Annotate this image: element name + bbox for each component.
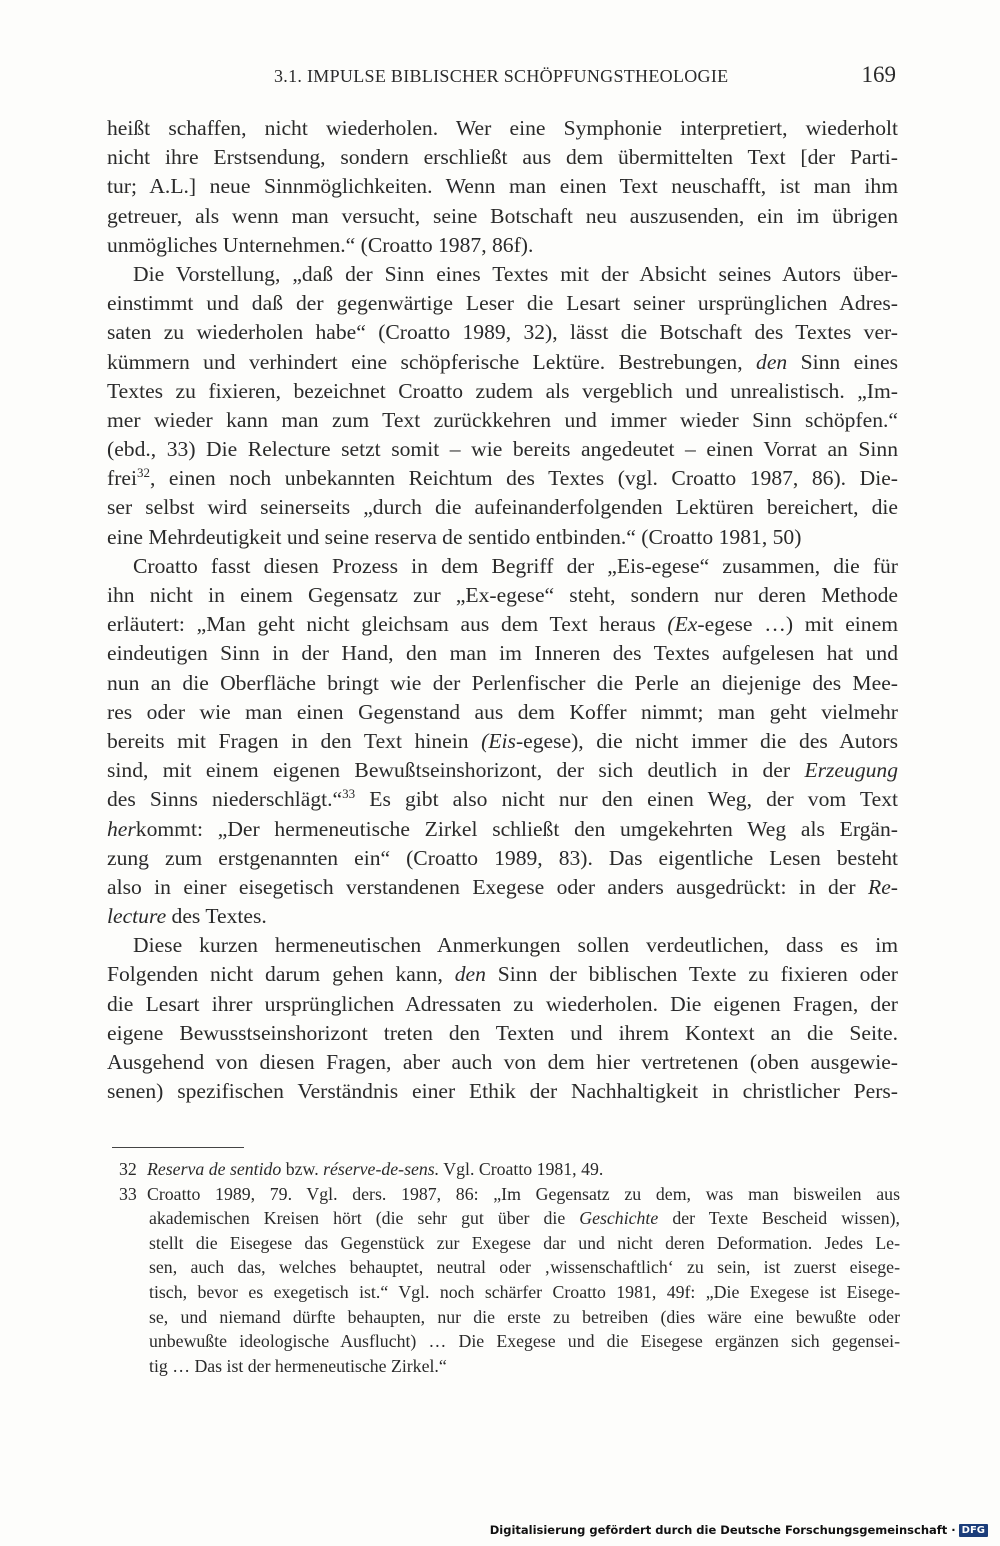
text-line: Textes zu fixieren, bezeichnet Croatto zudem als vergeblich und unrealistisch. „Im- <box>107 378 898 403</box>
page-number: 169 <box>861 62 896 87</box>
text-line: bereits mit Fragen in den Text hinein (Eis-egese), die nicht immer die des Autors <box>107 728 898 753</box>
paragraph-start-line: Croatto fasst diesen Prozess in dem Begriff der „Eis-egese“ zusammen, die für <box>133 553 898 578</box>
footnote-line: sen, auch das, welches behauptet, neutral oder ‚wissenschaftlich‘ zu sein, ist zuerst eisege- <box>149 1257 900 1278</box>
text-line: erläutert: „Man geht nicht gleichsam aus dem Text heraus (Ex-egese …) mit einem <box>107 612 898 637</box>
text-line: nicht ihre Erstsendung, sondern erschließt aus dem übermittelten Text [der Parti- <box>107 145 898 170</box>
emphasis: (Eis- <box>481 728 524 753</box>
emphasis: her <box>107 816 136 841</box>
emphasis: Erzeugung <box>804 758 898 783</box>
dfg-logo-icon: DFG <box>959 1524 988 1537</box>
text-line: nun an die Oberfläche bringt wie der Perlenfischer die Perle an diejenige des Mee- <box>107 670 898 695</box>
footnote-line: akademischen Kreisen hört (die sehr gut über die Geschichte der Texte Bescheid wissen), <box>149 1208 900 1229</box>
running-head <box>112 62 896 92</box>
text-line: die Lesart ihrer ursprünglichen Adressaten zu wiederholen. Die eigenen Fragen, der <box>107 991 898 1016</box>
text-line: tur; A.L.] neue Sinnmöglichkeiten. Wenn man einen Text neuschafft, ist man ihm <box>107 174 898 199</box>
paragraph-start-line: Diese kurzen hermeneutischen Anmerkungen sollen verdeutlichen, dass es im <box>133 933 898 958</box>
text-line: Folgenden nicht darum gehen kann, den Sinn der biblischen Texte zu fixieren oder <box>107 962 898 987</box>
footnote-ref-32: 32 <box>136 465 150 481</box>
emphasis: lecture <box>107 904 167 929</box>
footnote-line: unbewußte ideologische Ausflucht) … Die Exegese und die Eisegese ergänzen sich gegensei- <box>149 1331 900 1352</box>
footnote-32: 32 Reserva de sentido bzw. réserve-de-sens. Vgl. Croatto 1981, 49. <box>107 1157 900 1182</box>
text-line: also in einer eisegetisch verstandenen Exegese oder anders ausgedrückt: in der Re- <box>107 874 898 899</box>
text-line: herkommt: „Der hermeneutische Zirkel schließt den umgekehrten Weg als Ergän- <box>107 816 898 841</box>
emphasis: Re- <box>868 874 898 899</box>
footnote-number: 33 <box>119 1183 137 1204</box>
text-line: frei$^{32}$, einen noch unbekannten Reichtum des Textes (vgl. Croatto 1987, 86). Die- <box>107 465 898 491</box>
emphasis: (Ex- <box>667 612 705 637</box>
text-line: ser selbst wird seinerseits „durch die aufeinanderfolgenden Lektüren bereichert, die <box>107 495 898 520</box>
text-line: ihn nicht in einem Gegensatz zur „Ex-egese“ steht, sondern nur deren Methode <box>107 583 898 607</box>
running-title: 3.1. IMPULSE BIBLISCHER SCHÖPFUNGSTHEOLOGIE <box>274 66 729 86</box>
text-line: eigene Bewusstseinshorizont treten den Texten und ihrem Kontext an die Seite. <box>107 1020 898 1045</box>
text-line: unmögliches Unternehmen.“ (Croatto 1987, 86f). <box>107 232 534 257</box>
footnote-line: stellt die Eisegese das Gegenstück zur Exegese dar und nicht deren Deformation. Jedes Le- <box>149 1232 900 1253</box>
text-line: zung zum erstgenannten ein“ (Croatto 1989, 83). Das eigentliche Lesen besteht <box>107 845 898 870</box>
text-line: mer wieder kann man zum Text zurückkehren und immer wieder Sinn schöpfen.“ <box>107 407 898 432</box>
digitization-credit: Digitalisierung gefördert durch die Deutsche Forschungsgemeinschaft · DFG <box>490 1520 988 1540</box>
text-line: getreuer, als wenn man versucht, seine Botschaft neu auszusenden, ein im übrigen <box>107 203 898 228</box>
footnote-line: tisch, bevor es exegetisch ist.“ Vgl. noch schärfer Croatto 1981, 49f: „Die Exegese ist Eisege- <box>149 1281 900 1302</box>
text-line: Ausgehend von diesen Fragen, aber auch von dem hier vertretenen (oben ausgewie- <box>107 1050 898 1074</box>
footnote-ref-33: 33 <box>342 786 356 802</box>
body-text <box>107 114 898 1106</box>
paragraph-start-line: Die Vorstellung, „daß der Sinn eines Textes mit der Absicht seines Autors über- <box>133 261 898 286</box>
text-line: einstimmt und daß der gegenwärtige Leser die Lesart seiner ursprünglichen Adres- <box>107 291 898 316</box>
footnote-number: 32 <box>119 1159 137 1179</box>
text-line: res oder wie man einen Gegenstand aus dem Koffer nimmt; man geht vielmehr <box>107 699 898 724</box>
text-line: kümmern und verhindert eine schöpferische Lektüre. Bestrebungen, den Sinn eines <box>107 349 898 374</box>
emphasis: den <box>756 349 788 374</box>
text-line: (ebd., 33) Die Relecture setzt somit – wie bereits angedeutet – einen Vorrat an Sinn <box>107 437 898 462</box>
text-line: des Sinns niederschlägt.“$^{33}$ Es gibt also nicht nur den einen Weg, der vom Text <box>107 786 898 812</box>
text-line: saten zu wiederholen habe“ (Croatto 1989, 32), lässt die Botschaft des Textes ver- <box>107 320 898 345</box>
text-line: eindeutigen Sinn in der Hand, den man im Inneren des Textes aufgelesen hat und <box>107 641 898 666</box>
footnote-line: se, und niemand dürfte behaupten, nur die erste zu betreiben (dies wäre eine bewußte oder <box>149 1306 900 1327</box>
text-line: sind, mit einem eigenen Bewußtseinshorizont, der sich deutlich in der Erzeugung <box>107 758 898 783</box>
emphasis: den <box>454 962 486 987</box>
footnote-divider <box>112 1147 244 1148</box>
footnote-33: 33 Croatto 1989, 79. Vgl. ders. 1987, 86: „Im Gegensatz zu dem, was man bisweilen aus <box>107 1182 900 1207</box>
text-line: lecture des Textes. <box>107 904 267 929</box>
footnotes <box>107 1157 900 1378</box>
text-line: heißt schaffen, nicht wiederholen. Wer eine Symphonie interpretiert, wiederholt <box>107 116 898 140</box>
text-line: eine Mehrdeutigkeit und seine reserva de sentido entbinden.“ (Croatto 1981, 50) <box>107 524 802 549</box>
footnote-line: tig … Das ist der hermeneutische Zirkel.“ <box>149 1355 447 1376</box>
text-line: senen) spezifischen Verständnis einer Ethik der Nachhaltigkeit in christlicher Pers- <box>107 1079 898 1104</box>
